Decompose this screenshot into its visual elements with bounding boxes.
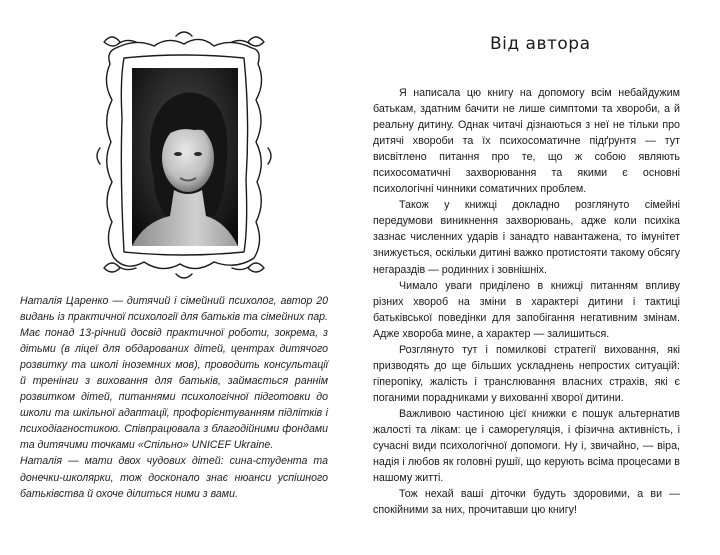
preface-text: [373, 85, 680, 518]
page-title: Від автора: [490, 34, 591, 54]
preface-paragraph: Також у книжці докладно розглянуто сімейні передумови виникнення захворювань, адже коли психіка зазнає численних ударів і занадто навантажена, то імунітет знижується, оскільки дитині важко протистояти такому обсягу негараздів — родинних і зовнішніх.: [373, 199, 680, 276]
author-portrait-frame: [96, 30, 272, 280]
preface-paragraph: Важливою частиною цієї книжки є пошук альтернатив жалості та лікам: це і саморегуляція, і фізична активність, і сучасні види психологічної допомоги. Ну і, звичайно, — віра, надія і любов як головні рушії, що керують всіма процесами в нашому житті.: [373, 407, 680, 485]
author-bio: [20, 293, 328, 502]
bio-paragraph: Наталія — мати двох чудових дітей: сина-студента та донечки-школярки, тож досконало знає нюанси успішного батьківства й охоче ділиться ними з вами.: [20, 455, 328, 500]
preface-paragraph: Тож нехай ваші діточки будуть здоровими, а ви — спокійними за них, прочитавши цю книгу!: [373, 488, 680, 517]
bio-paragraph: Наталія Царенко — дитячий і сімейний психолог, автор 20 видань із практичної психології для батьків та сімейних пар. Має понад 13-річний досвід практичної роботи, зокрема, з дітьми (в ліцеї для обдарованих дітей, центрах дитячого розвитку та школі іноземних мов), проводить консультації й тренінги з виховання для батьків, займається раннім розвитком дітей, питаннями психологічної підготовки до школи та шкільної адаптації, профорієнтуванням підлітків і психодіагностикою. Співпрацювала з благодійними фондами та дитячими точками «Спільно» UNICEF Ukraine.: [20, 295, 328, 452]
preface-paragraph: Розглянуто тут і помилкові стратегії виховання, які призводять до ще більших ускладнень непростих ситуацій: гіперопіку, жалість і транслювання власних страхів, які є поганими порадниками у вихованні хворої дитини.: [373, 343, 680, 404]
author-portrait: [96, 30, 272, 280]
preface-paragraph: Чимало уваги приділено в книжці питанням впливу різних хвороб на зміни в характері дитини і тактиці батьківської поведінки для запобігання негативним змінам. Адже хвороба мине, а характер — залишиться.: [373, 279, 680, 340]
preface-paragraph: Я написала цю книгу на допомогу всім небайдужим батькам, здатним бачити не лише симптоми та хвороби, а й реальну дитину. Однак читачі дізнаються з неї не тільки про дитячі хвороби та їх психосоматичне підґрунтя — тут висвітлено питання про те, що ж собою являють психосоматичні захворювання та якими є основні психологічні чинники соматичних проблем.: [373, 87, 680, 196]
